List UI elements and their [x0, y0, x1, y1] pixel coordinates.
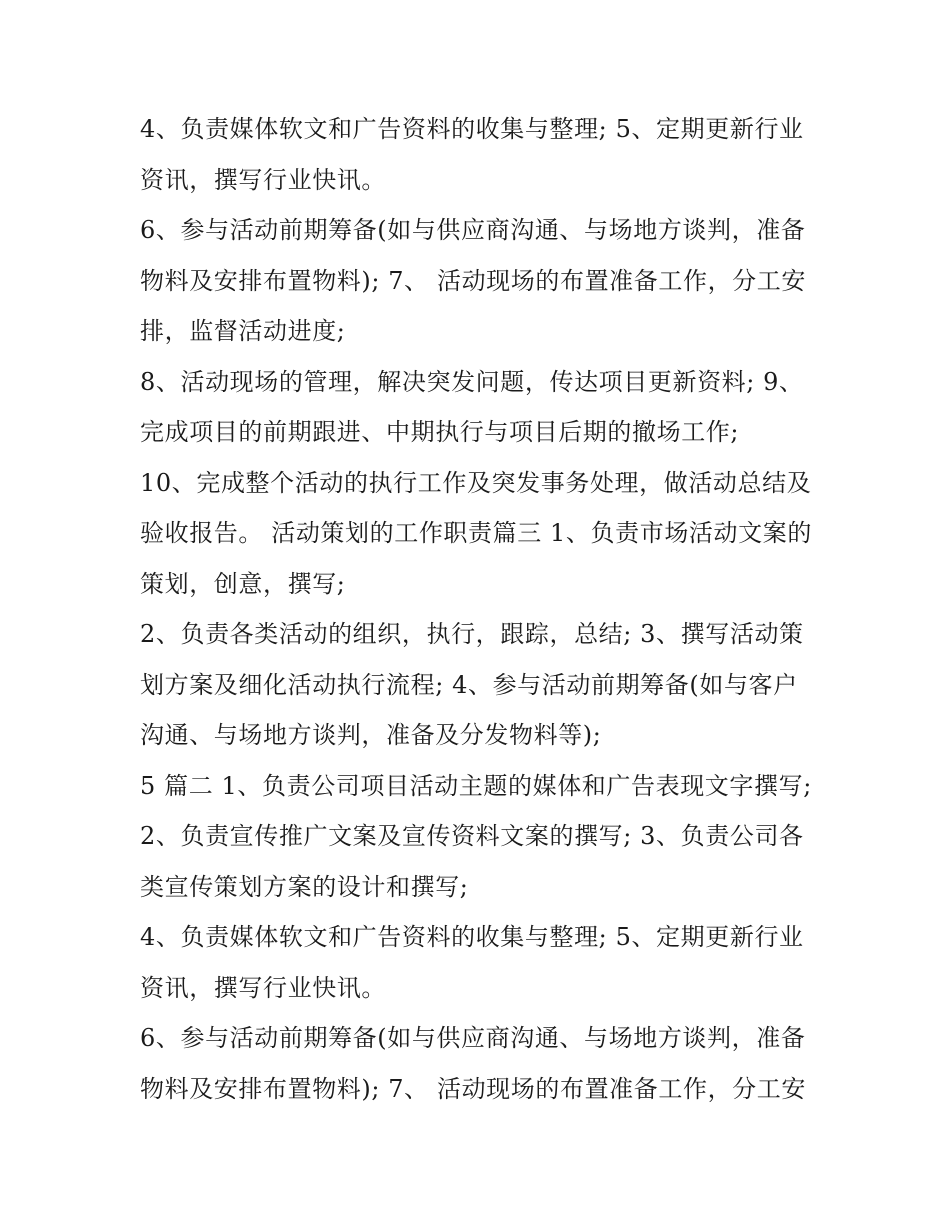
text-line: 划方案及细化活动执行流程; 4、参与活动前期筹备(如与客户 — [140, 670, 798, 699]
text-line: 策划，创意，撰写; — [140, 569, 346, 598]
text-line: 资讯，撰写行业快讯。 — [140, 165, 386, 194]
text-line: 5 篇二 1、负责公司项目活动主题的媒体和广告表现文字撰写; — [140, 771, 812, 800]
text-line: 完成项目的前期跟进、中期执行与项目后期的撤场工作; — [140, 418, 740, 446]
text-line: 8、活动现场的管理，解决突发问题，传达项目更新资料; 9、 — [140, 367, 804, 396]
text-line: 排，监督活动进度; — [140, 317, 346, 345]
text-line: 验收报告。 活动策划的工作职责篇三 1、负责市场活动文案的 — [140, 519, 812, 547]
text-line: 资讯，撰写行业快讯。 — [140, 973, 386, 1002]
text-line: 6、参与活动前期筹备(如与供应商沟通、与场地方谈判，准备 — [140, 1024, 806, 1052]
text-line: 物料及安排布置物料); 7、 活动现场的布置准备工作，分工安 — [140, 1074, 806, 1103]
text-line: 2、负责各类活动的组织，执行，跟踪，总结; 3、撰写活动策 — [140, 620, 804, 648]
text-line: 沟通、与场地方谈判，准备及分发物料等); — [140, 721, 602, 749]
text-line: 物料及安排布置物料); 7、 活动现场的布置准备工作，分工安 — [140, 266, 806, 295]
document-body — [140, 104, 820, 1114]
text-line: 类宣传策划方案的设计和撰写; — [140, 872, 469, 901]
text-line: 10、完成整个活动的执行工作及突发事务处理，做活动总结及 — [140, 468, 812, 497]
text-line: 4、负责媒体软文和广告资料的收集与整理; 5、定期更新行业 — [140, 923, 804, 951]
text-line: 2、负责宣传推广文案及宣传资料文案的撰写; 3、负责公司各 — [140, 822, 804, 850]
text-line: 4、负责媒体软文和广告资料的收集与整理; 5、定期更新行业 — [140, 115, 804, 143]
text-line: 6、参与活动前期筹备(如与供应商沟通、与场地方谈判，准备 — [140, 216, 806, 244]
